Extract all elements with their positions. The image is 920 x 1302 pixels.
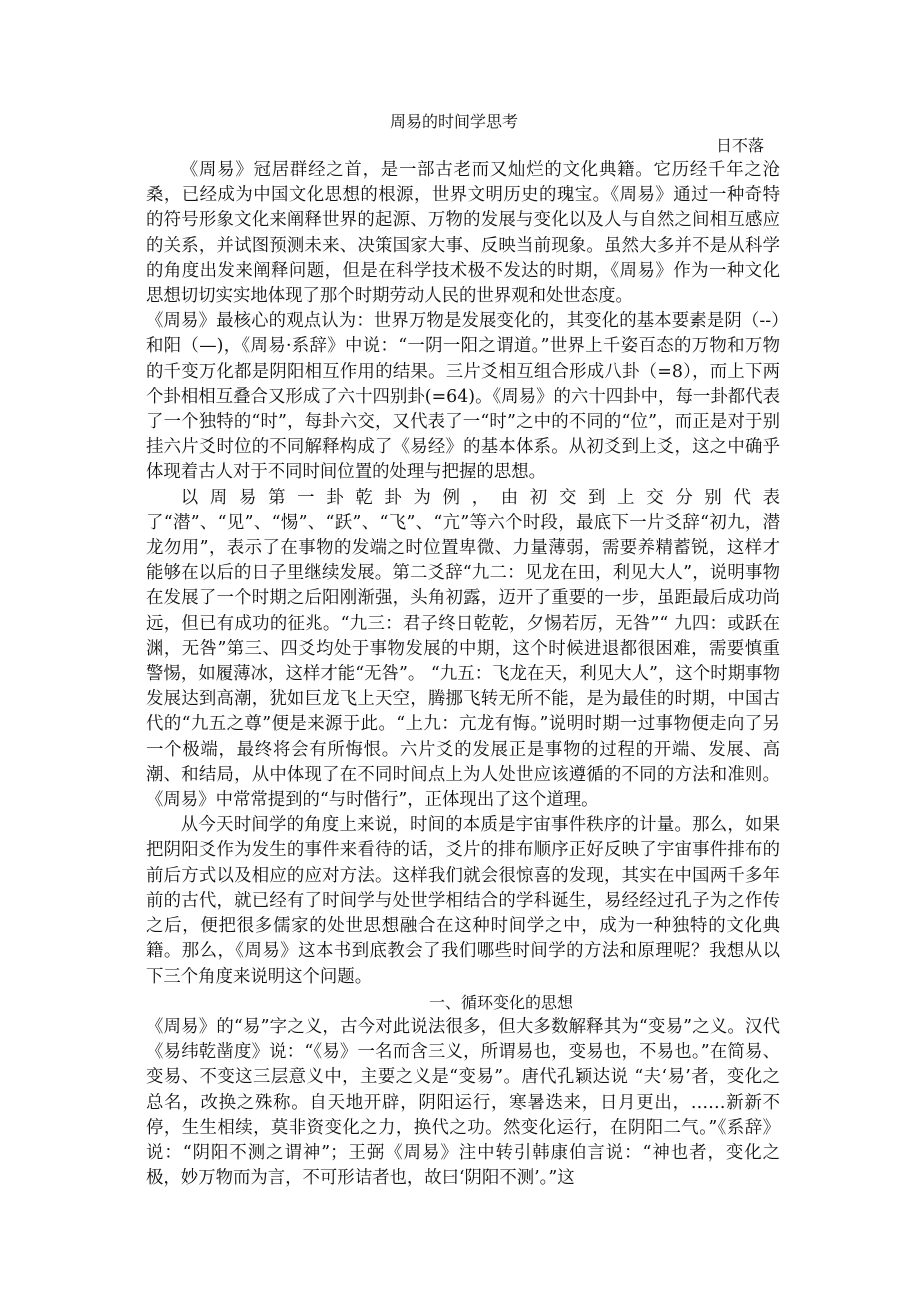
document-page — [146, 110, 780, 1191]
document-title: 周易的时间学思考 — [389, 112, 518, 131]
paragraph-core-view: 《周易》最核心的观点认为：世界万物是发展变化的，其变化的基本要素是阴（--）和阳（—)，《周易·系辞》中说：“一阴一阳之谓道。”世界上千姿百态的万物和万物的千变万化都是阴阳相互作用的结果。三片爻相互组合形成八卦（=8），而上下两个卦相相互叠合又形成了六十四别卦(=64)。《周易》的六十四卦中，每一卦都代表了一个独特的“时”，每卦六交，又代表了一“时”之中的不同的“位”，而正是对于别挂六片爻时位的不同解释构成了《易经》的基本体系。从初爻到上爻，这之中确乎体现着古人对于不同时间位置的处理与把握的思想。 — [146, 311, 780, 483]
paragraph-section-one: 《周易》的“易”字之义，古今对此说法很多，但大多数解释其为“变易”之义。汉代《易纬乾凿度》说：“《易》一名而含三义，所谓易也，变易也，不易也。”在简易、变易、不变这三层意义中，主要之义是“变易”。唐代孔颖达说 “夫‘易’者，变化之总名，改换之殊称。自天地开辟，阴阳运行，寒暑迭来，日月更出，……新新不停，生生相续，莫非资变化之力，换代之功。然变化运行，在阴阳二气。”《系辞》说：“阴阳不测之谓神”；王弼《周易》注中转引韩康伯言说：“神也者，变化之极，妙万物而为言，不可形诘者也，故曰‘阴阳不测’。”这 — [146, 1016, 780, 1189]
paragraph-intro: 《周易》冠居群经之首，是一部古老而又灿烂的文化典籍。它历经千年之沧桑，已经成为中国文化思想的根源，世界文明历史的瑰宝。《周易》通过一种奇特的符号形象文化来阐释世界的起源、万物的发展与变化以及人与自然之间相互感应的关系，并试图预测未来、决策国家大事、反映当前现象。虽然大多并不是从科学的角度出发来阐释问题，但是在科学技术极不发达的时期，《周易》作为一种文化思想切切实实地体现了那个时期劳动人民的世界观和处世态度。 — [146, 160, 780, 307]
author-name: 日不落 — [715, 136, 764, 155]
section-heading: 一、循环变化的思想 — [428, 992, 573, 1012]
paragraph-time-study: 从今天时间学的角度上来说，时间的本质是宇宙事件秩序的计量。那么，如果把阴阳爻作为发生的事件来看待的话，爻片的排布顺序正好反映了宇宙事件排布的前后方式以及相应的应对方法。这样我们就会很惊喜的发现，其实在中国两千多年前的古代，就已经有了时间学与处世学相结合的学科诞生，易经经过孔子为之作传之后，便把很多儒家的处世思想融合在这种时间学之中，成为一种独特的文化典籍。那么，《周易》这本书到底教会了我们哪些时间学的方法和原理呢？我想从以下三个角度来说明这个问题。 — [146, 815, 780, 987]
paragraph-qian-example: 以周易第一卦乾卦为例，由初交到上交分别代表了“潜”、“见”、“惕”、“跃”、“飞”、“亢”等六个时段，最底下一片爻辞“初九，潜龙勿用”，表示了在事物的发端之时位置卑微、力量薄弱，需要养精蓄锐，这样才能够在以后的日子里继续发展。第二爻辞“九二：见龙在田，利见大人”，说明事物在发展了一个时期之后阳刚渐强，头角初露，迈开了重要的一步，虽距最后成功尚远，但已有成功的征兆。“九三：君子终日乾乾，夕惕若厉，无咎”“ 九四：或跃在渊，无咎”第三、四爻均处于事物发展的中期，这个时候进退都很困难，需要慎重警惕，如履薄冰，这样才能“无咎”。 “九五：飞龙在天，利见大人”，这个时期事物发展达到高潮，犹如巨龙飞上天空，腾挪飞转无所不能，是为最佳的时期，中国古代的“九五之尊”便是来源于此。“上九：亢龙有悔。”说明时期一过事物便走向了另一个极端，最终将会有所悔恨。六片爻的发展正是事物的过程的开端、发展、高潮、和结局，从中体现了在不同时间点上为人处世应该遵循的不同的方法和准则。《周易》中常常提到的“与时偕行”，正体现出了这个道理。 — [146, 487, 780, 811]
